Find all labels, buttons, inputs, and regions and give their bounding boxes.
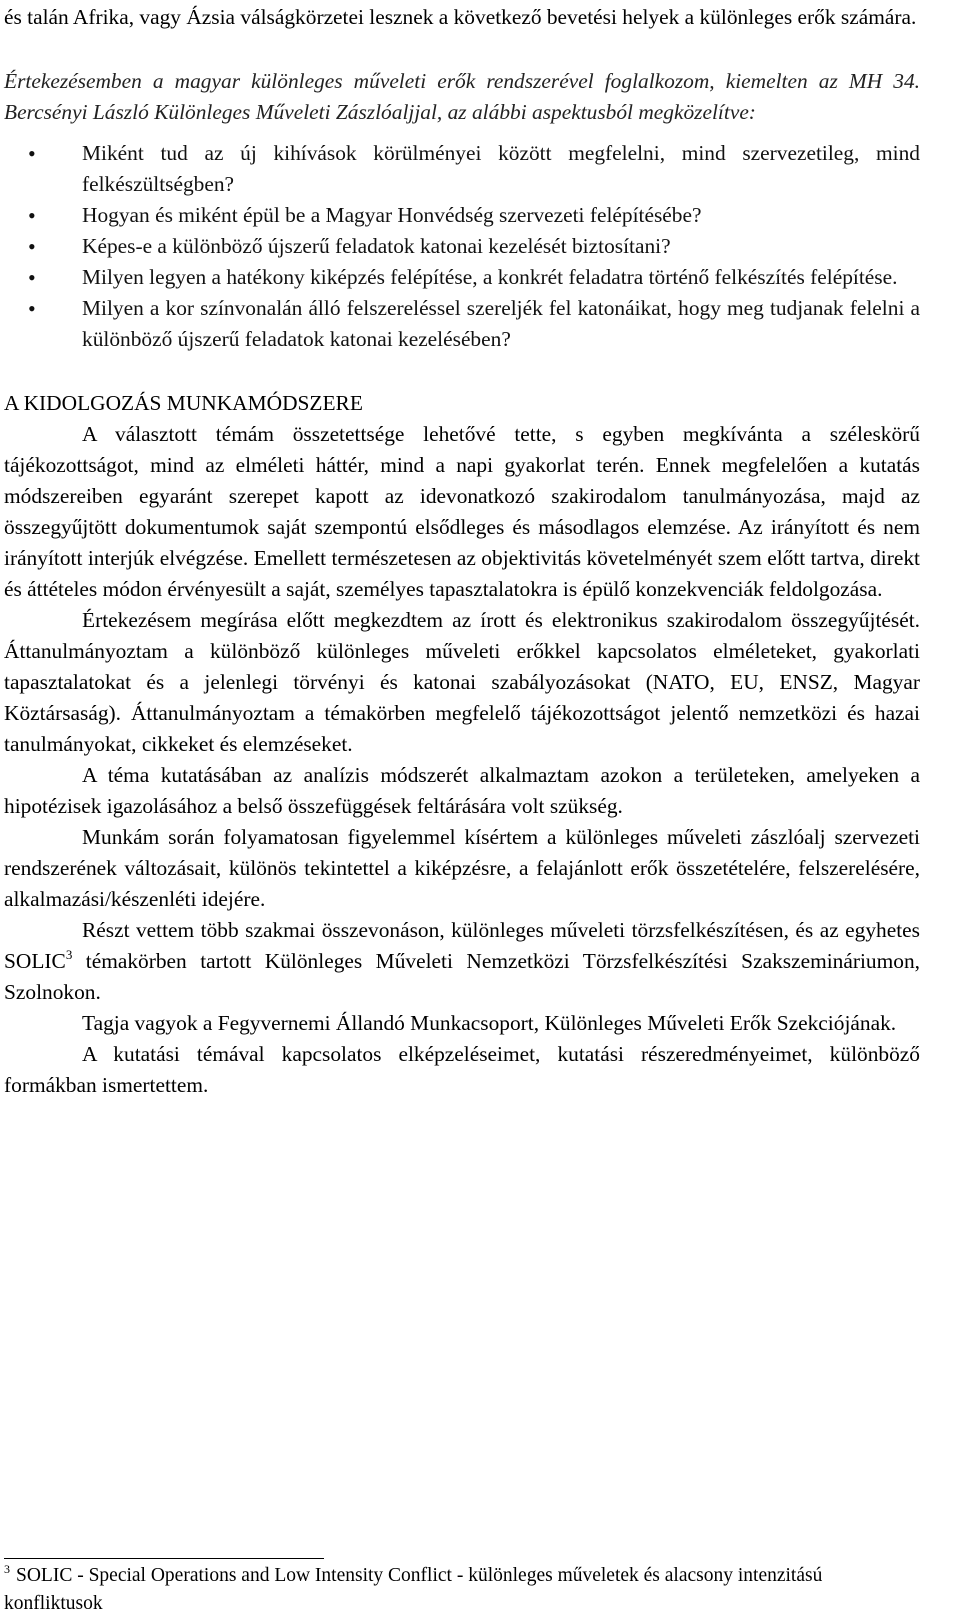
footnote-divider xyxy=(4,1558,324,1559)
opening-fragment: és talán Afrika, vagy Ázsia válságkörzetei lesznek a következő bevetési helyek a különleges erők számára. xyxy=(4,5,917,29)
list-item: • Hogyan és miként épül be a Magyar Honvédség szervezeti felépítésébe? xyxy=(4,200,920,231)
paragraph: A választott témám összetettsége lehetővé tette, s egyben megkívánta a széleskörű tájékozottságot, mind az elméleti háttér, mind a napi gyakorlat terén. Ennek megfelelően a kutatás módszereiben egyaránt szerepet kapott az idevonatkozó szakirodalom tanulmányozása, majd az összegyűjtött dokumentumok saját szempontú elsődleges és másodlagos elemzése. Az irányított és nem irányított interjúk elvégzése. Emellett természetesen az objektivitás követelményét szem előtt tartva, direkt és áttételes módon érvényesült a saját, személyes tapasztalatokra is épülő konzekvenciák feldolgozása. xyxy=(4,422,920,601)
list-item: • Milyen a kor színvonalán álló felszereléssel szereljék fel katonáikat, hogy meg tudjanak felelni a különböző újszerű feladatok katonai kezelésében? xyxy=(4,293,920,355)
intro-paragraph: Értekezésemben a magyar különleges műveleti erők rendszerével foglalkozom, kiemelten az MH 34. Bercsényi László Különleges Műveleti Zászlóaljjal, az alábbi aspektusból megközelítve: xyxy=(4,69,920,124)
research-questions-list xyxy=(4,138,920,355)
paragraph-text: Részt vettem több szakmai összevonáson, különleges műveleti törzsfelkészítésen, és az egyhetes SOLIC xyxy=(4,918,920,973)
paragraph xyxy=(4,915,920,1008)
footnote-reference[interactable]: 3 xyxy=(65,947,73,962)
footnote-text: SOLIC - Special Operations and Low Intensity Conflict - különleges műveletek és alacsony intenzitású konfliktusok xyxy=(4,1565,823,1614)
section-heading: A KIDOLGOZÁS MUNKAMÓDSZERE xyxy=(4,391,363,415)
body-text xyxy=(4,2,920,1101)
list-item: • Milyen legyen a hatékony kiképzés felépítése, a konkrét feladatra történő felkészítés felépítése. xyxy=(4,262,920,293)
paragraph: A kutatási témával kapcsolatos elképzeléseimet, kutatási részeredményeimet, különböző formákban ismertettem. xyxy=(4,1042,920,1097)
paragraph: Munkám során folyamatosan figyelemmel kísértem a különleges műveleti zászlóalj szervezeti rendszerének változásait, különös tekintettel a kiképzésre, a felajánlott erők összetételére, felszerelésére, alkalmazási/készenléti idejére. xyxy=(4,825,920,911)
list-item: • Képes-e a különböző újszerű feladatok katonai kezelését biztosítani? xyxy=(4,231,920,262)
footnote xyxy=(4,1562,904,1618)
paragraph: A téma kutatásában az analízis módszerét alkalmaztam azokon a területeken, amelyeken a hipotézisek igazolásához a belső összefüggések feltárására volt szükség. xyxy=(4,763,920,818)
paragraph-text: témakörben tartott Különleges Műveleti Nemzetközi Törzsfelkészítési Szakszemináriumon, Szolnokon. xyxy=(4,949,920,1004)
list-item: • Miként tud az új kihívások körülményei között megfelelni, mind szervezetileg, mind felkészültségben? xyxy=(4,138,920,200)
paragraph: Tagja vagyok a Fegyvernemi Állandó Munkacsoport, Különleges Műveleti Erők Szekciójának. xyxy=(82,1011,897,1035)
paragraph: Értekezésem megírása előtt megkezdtem az írott és elektronikus szakirodalom összegyűjtését. Áttanulmányoztam a különböző különleges műveleti erőkkel kapcsolatos elméleteket, gyakorlati tapasztalatokat és a jelenlegi törvényi és katonai szabályozásokat (NATO, EU, ENSZ, Magyar Köztársaság). Áttanulmányoztam a témakörben megfelelő tájékozottságot jelentő nemzetközi és hazai tanulmányokat, cikkeket és elemzéseket. xyxy=(4,608,920,756)
footnote-number: 3 xyxy=(4,1562,10,1576)
